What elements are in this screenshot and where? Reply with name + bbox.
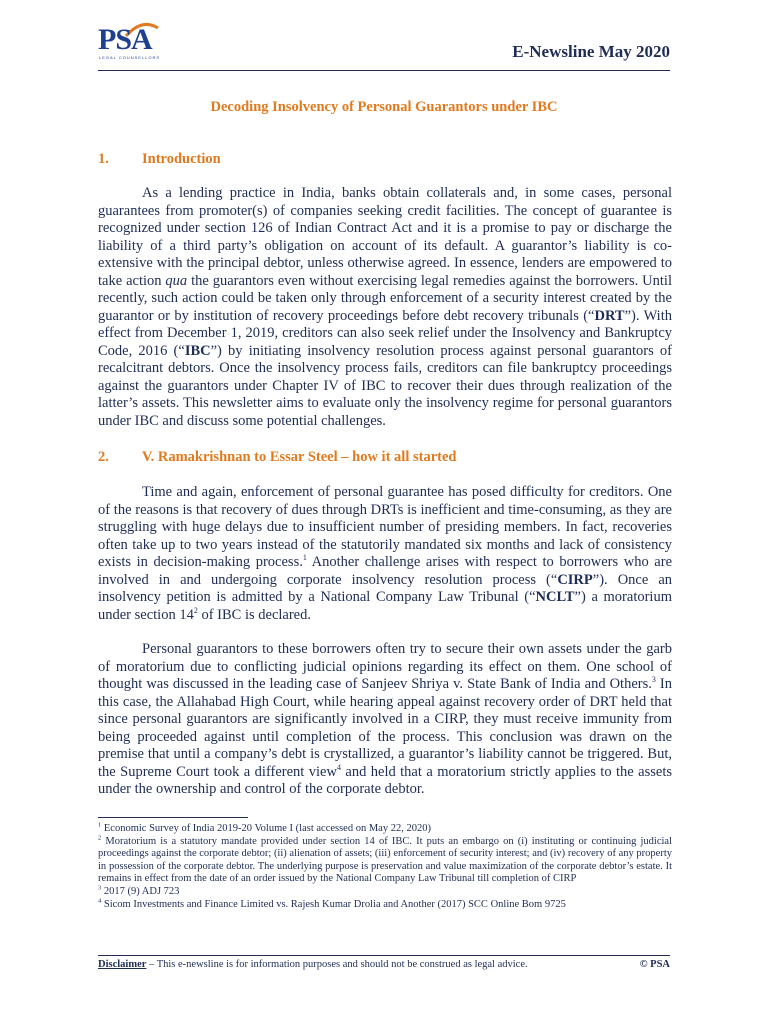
disclaimer-label: Disclaimer <box>98 959 147 970</box>
section-title: V. Ramakrishnan to Essar Steel – how it all started <box>142 449 457 465</box>
logo-text: PSA <box>98 23 152 56</box>
footnote-divider <box>98 817 248 818</box>
section-heading-1 <box>98 151 221 168</box>
paragraph-recovery: Time and again, enforcement of personal guarantee has posed difficulty for creditors. One of the reasons is that recovery of dues through DRTs is inefficient and time-consuming, as they are struggling with huge delays due to insufficient number of presiding members. In fact, recoveries often take up to two years instead of the statutorily mandated six months and lack of consistency exists in decision-making process.$^1$ Another challenge arises with respect to borrowers who are involved in and undergoing corporate insolvency resolution process (“CIRP”). Once an insolvency petition is admitted by a National Company Law Tribunal (“NCLT”) a moratorium under section $14^2$ of IBC is declared. <box>98 484 673 623</box>
paragraph-introduction: As a lending practice in India, banks obtain collaterals and, in some cases, personal guarantees from promoter(s) of companies seeking credit facilities. The concept of guarantee is recognized under section 126 of Indian Contract Act and it is a promise to pay or discharge the liability of a third party’s obligation on account of its default. A guarantor’s liability is co-extensive with the principal debtor, unless otherwise agreed. In essence, lenders are empowered to take action qua the guarantors even without exercising legal remedies against the borrowers. Until recently, such action could be taken only through enforcement of a security interest created by the guarantor or by institution of recovery proceedings before debt recovery tribunals (“DRT”). With effect from December 1, 2019, creditors can also seek relief under the Insolvency and Bankruptcy Code, 2016 (“IBC”) by initiating insolvency resolution process against personal guarantors of recalcitrant debtors. Once the insolvency process fails, creditors can file bankruptcy proceedings against the guarantors under Chapter IV of IBC to recover their dues through realization of the latter’s assets. This newsletter aims to evaluate only the insolvency regime for personal guarantors under IBC and discuss some potential challenges. <box>98 185 672 429</box>
newsletter-title: E-Newsline May 2020 <box>512 42 670 61</box>
footnote-ref: 4 <box>336 762 341 772</box>
footer <box>98 959 670 970</box>
footnote-ref: 1 <box>302 553 307 563</box>
section-number: 2. <box>98 449 109 465</box>
footnote-item: $^1$ Economic Survey of India 2019-20 Volume I (last accessed on May 22, 2020) <box>98 821 431 834</box>
paragraph-moratorium: Personal guarantors to these borrowers often try to secure their own assets under the garb of moratorium due to conflicting judicial opinions regarding its effect on them. One school of thought was discussed in the leading case of Sanjeev Shriya v. State Bank of India and Others.$^3$ In this case, the Allahabad High Court, while hearing appeal against recovery order of DRT held that since personal guarantors are significantly involved in a CIRP, they must receive immunity from being proceeded against until completion of the process. This conclusion was drawn on the premise that until a company’s debt is crystallized, a guarantor’s liability cannot be triggered. But, the Supreme Court took a different view$^4$ and held that a moratorium strictly applies to the assets under the ownership and control of the corporate debtor. <box>98 641 672 797</box>
section-number: 1. <box>98 151 109 167</box>
header-divider <box>98 70 670 71</box>
section-heading-2 <box>98 449 456 466</box>
footnote-ref: 3 <box>651 675 656 685</box>
psa-logo <box>98 23 161 64</box>
footnote-item: $^3$ 2017 (9) ADJ 723 <box>98 884 180 897</box>
footnotes <box>98 823 672 911</box>
logo-subtext: LEGAL COUNSELLORS <box>99 55 161 60</box>
disclaimer-text: – This e-newsline is for information purposes and should not be construed as legal advice. <box>146 959 528 970</box>
footnote-item: $^4$ Sicom Investments and Finance Limited vs. Rajesh Kumar Drolia and Another (2017) SCC Online Bom 9725 <box>98 897 566 910</box>
footnote-item: $^2$ Moratorium is a statutory mandate provided under section 14 of IBC. It puts an embargo on (i) instituting or continuing judicial proceedings against the corporate debtor; (ii) alienation of assets; (iii) enforcement of security interest; and (iv) recovery of any property in possession of the corporate debtor. The underlying purpose is preservation and value maximization of the corporate debtor’s estate. It remains in effect from the date of an order issued by the National Company Law Tribunal till completion of CIRP <box>98 834 672 885</box>
footnote-ref: 2 <box>193 605 198 615</box>
copyright: © PSA <box>639 959 670 970</box>
document-title: Decoding Insolvency of Personal Guarantors under IBC <box>210 99 558 115</box>
section-title: Introduction <box>142 151 221 167</box>
footer-divider <box>98 955 670 956</box>
